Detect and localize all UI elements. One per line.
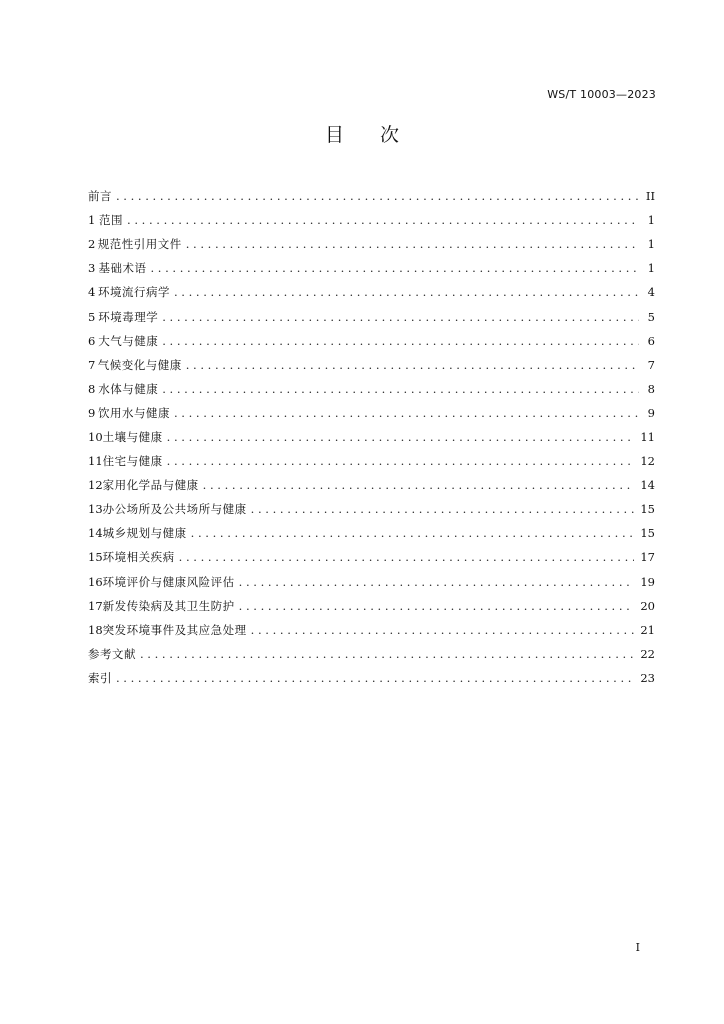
toc-entry-number: 2 — [88, 237, 96, 252]
toc-entry-number: 11 — [88, 454, 103, 469]
toc-entry-text: 水体与健康 — [98, 381, 159, 396]
toc-entry-page: 4 — [647, 285, 655, 300]
toc-entry-text: 规范性引用文件 — [97, 237, 182, 252]
toc-entry-page: II — [645, 189, 655, 204]
toc-leader-dots — [162, 334, 639, 348]
toc-entry-page: 17 — [640, 550, 655, 565]
toc-entry-foreword[interactable] — [88, 184, 655, 208]
toc-entry-text: 索引 — [88, 670, 112, 685]
toc-entry-1[interactable] — [88, 208, 655, 232]
toc-leader-dots — [167, 454, 635, 468]
toc-entry-9[interactable] — [88, 401, 655, 425]
toc-entry-text: 突发环境事件及其应急处理 — [102, 622, 247, 637]
toc-entry-page: 22 — [640, 646, 655, 661]
toc-leader-dots — [239, 599, 635, 613]
toc-leader-dots — [162, 310, 639, 324]
toc-entry-page: 1 — [647, 261, 655, 276]
toc-entry-5[interactable] — [88, 304, 655, 328]
toc-entry-text: 环境流行病学 — [98, 285, 170, 300]
toc-entry-text: 参考文献 — [88, 646, 136, 661]
toc-entry-page: 1 — [647, 213, 655, 228]
toc-leader-dots — [162, 382, 639, 396]
toc-leader-dots — [251, 623, 635, 637]
toc-entry-number: 4 — [88, 285, 96, 300]
toc-entry-7[interactable] — [88, 353, 655, 377]
toc-entry-17[interactable] — [88, 594, 655, 618]
toc-entry-15[interactable] — [88, 545, 655, 569]
toc-leader-dots — [203, 478, 635, 492]
toc-entry-text: 土壤与健康 — [102, 429, 163, 444]
toc-entry-text: 新发传染病及其卫生防护 — [102, 598, 235, 613]
toc-entry-11[interactable] — [88, 449, 655, 473]
toc-leader-dots — [186, 237, 639, 251]
toc-entry-18[interactable] — [88, 618, 655, 642]
toc-entry-page: 12 — [640, 454, 655, 469]
toc-entry-page: 7 — [647, 357, 655, 372]
toc-entry-text: 前言 — [88, 189, 112, 204]
toc-entry-text: 范围 — [99, 213, 124, 228]
toc-entry-page: 19 — [640, 574, 655, 589]
toc-entry-text: 饮用水与健康 — [98, 405, 170, 420]
toc-entry-text: 住宅与健康 — [102, 454, 163, 469]
toc-entry-number: 7 — [88, 357, 96, 372]
toc-entry-text: 城乡规划与健康 — [102, 526, 187, 541]
toc-entry-page: 23 — [640, 670, 655, 685]
toc-entry-page: 11 — [640, 429, 655, 444]
toc-entry-text: 气候变化与健康 — [97, 357, 182, 372]
toc-entry-2[interactable] — [88, 232, 655, 256]
toc-entry-page: 8 — [647, 381, 655, 396]
toc-leader-dots — [186, 358, 639, 372]
toc-entry-number: 1 — [88, 213, 96, 228]
toc-entry-page: 14 — [640, 478, 655, 493]
toc-entry-page: 21 — [640, 622, 655, 637]
toc-leader-dots — [191, 526, 635, 540]
table-of-contents — [88, 184, 655, 690]
toc-leader-dots — [116, 189, 639, 203]
toc-entry-number: 13 — [88, 502, 103, 517]
toc-entry-page: 1 — [647, 237, 655, 252]
document-code: WS/T 10003—2023 — [547, 88, 656, 101]
toc-entry-number: 9 — [88, 405, 96, 420]
toc-entry-6[interactable] — [88, 329, 655, 353]
toc-entry-14[interactable] — [88, 521, 655, 545]
page-number: I — [635, 941, 640, 954]
toc-entry-10[interactable] — [88, 425, 655, 449]
toc-entry-16[interactable] — [88, 570, 655, 594]
toc-entry-number: 6 — [88, 333, 96, 348]
toc-entry-number: 12 — [88, 478, 103, 493]
toc-leader-dots — [239, 575, 635, 589]
toc-entry-4[interactable] — [88, 280, 655, 304]
toc-entry-text: 环境评价与健康风险评估 — [102, 574, 235, 589]
toc-entry-number: 5 — [88, 309, 96, 324]
toc-entry-page: 6 — [647, 333, 655, 348]
toc-leader-dots — [174, 285, 639, 299]
toc-entry-page: 15 — [640, 526, 655, 541]
toc-leader-dots — [116, 671, 634, 685]
toc-leader-dots — [174, 406, 639, 420]
toc-entry-number: 10 — [88, 429, 103, 444]
toc-entry-8[interactable] — [88, 377, 655, 401]
toc-entry-13[interactable] — [88, 497, 655, 521]
toc-entry-text: 环境毒理学 — [98, 309, 159, 324]
toc-entry-page: 15 — [640, 502, 655, 517]
toc-entry-page: 9 — [647, 405, 655, 420]
toc-entry-page: 20 — [640, 598, 655, 613]
toc-entry-text: 大气与健康 — [98, 333, 159, 348]
toc-leader-dots — [140, 647, 634, 661]
page-title: 目次 — [324, 124, 435, 146]
toc-leader-dots — [167, 430, 635, 444]
toc-entry-number: 3 — [88, 261, 96, 276]
toc-entry-text: 环境相关疾病 — [102, 550, 175, 565]
toc-entry-number: 16 — [88, 574, 103, 589]
toc-leader-dots — [127, 213, 639, 227]
toc-entry-text: 家用化学品与健康 — [102, 478, 199, 493]
toc-entry-3[interactable] — [88, 256, 655, 280]
toc-entry-number: 17 — [88, 598, 103, 613]
toc-leader-dots — [151, 261, 640, 275]
toc-entry-text: 基础术语 — [98, 261, 147, 276]
toc-entry-references[interactable] — [88, 642, 655, 666]
toc-leader-dots — [251, 502, 635, 516]
toc-entry-number: 14 — [88, 526, 103, 541]
toc-leader-dots — [179, 550, 635, 564]
toc-entry-page: 5 — [647, 309, 655, 324]
toc-entry-text: 办公场所及公共场所与健康 — [102, 502, 247, 517]
toc-entry-12[interactable] — [88, 473, 655, 497]
toc-entry-number: 18 — [88, 622, 103, 637]
toc-entry-number: 15 — [88, 550, 103, 565]
toc-entry-index[interactable] — [88, 666, 655, 690]
toc-entry-number: 8 — [88, 381, 96, 396]
